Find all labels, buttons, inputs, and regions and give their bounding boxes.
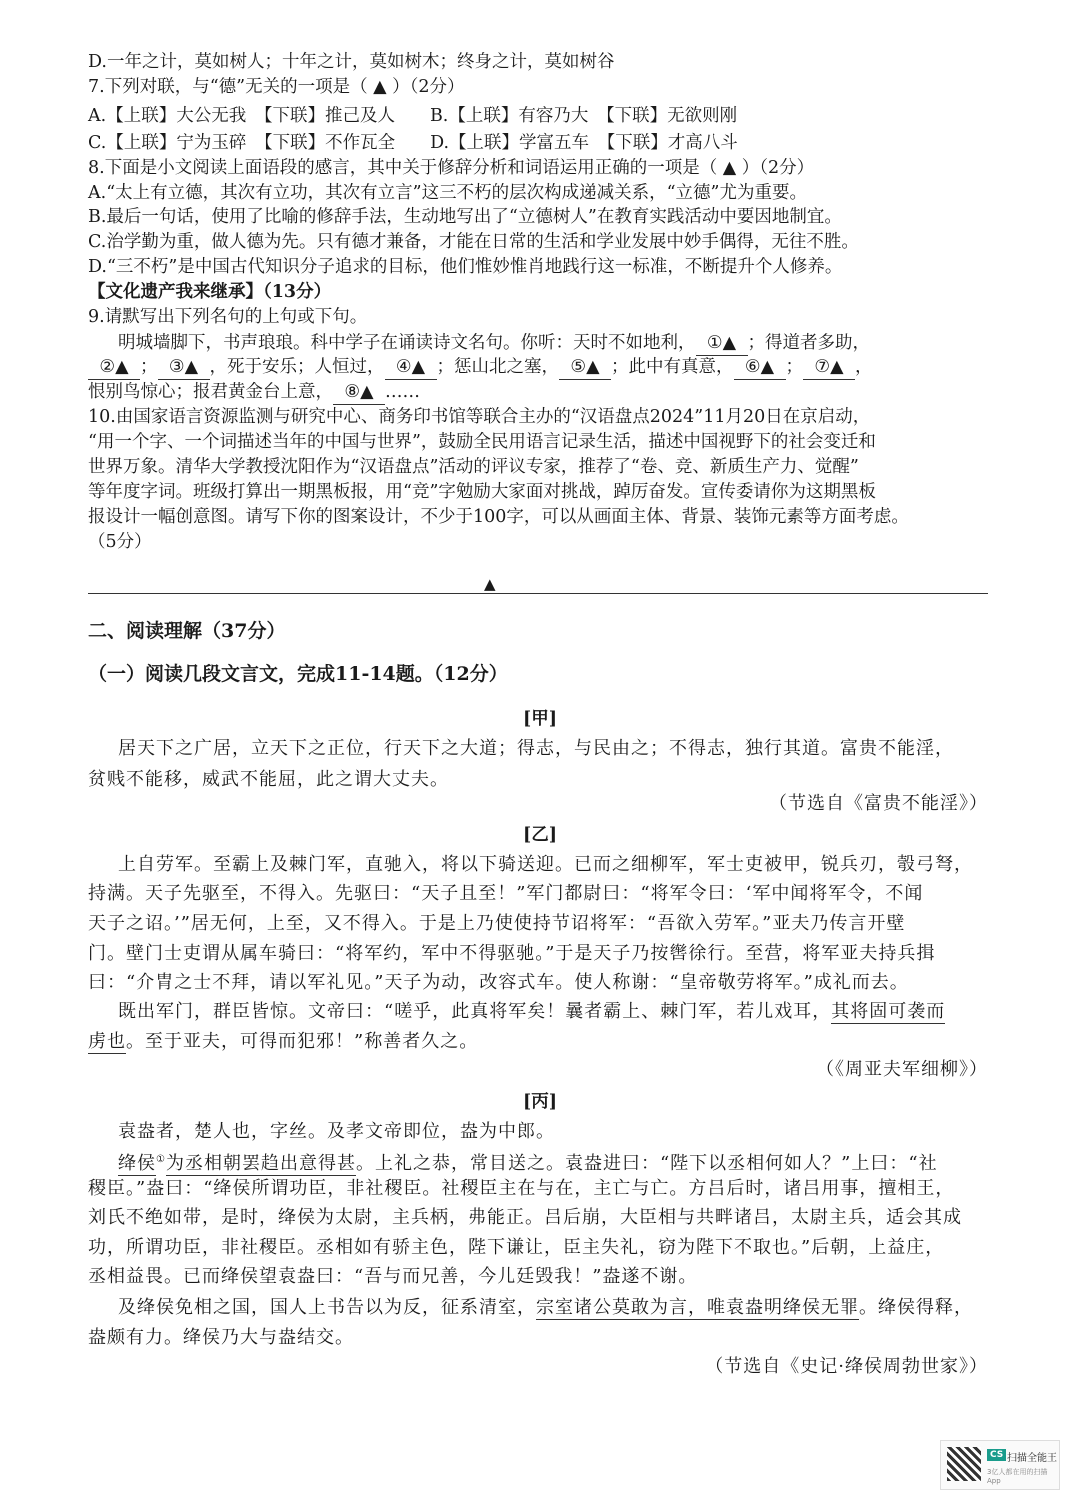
q6-option-d: D.一年之计，莫如树人；十年之计，莫如树木；终身之计，莫如树谷 <box>88 52 615 72</box>
q10-line-2: “用一个字、一个词描述当年的中国与世界”，鼓励全民用语言记录生活，描述中国视野下的社会变迁和 <box>88 432 876 452</box>
passage-bing-line-8: 盎颇有力。绛侯乃大与盎结交。 <box>88 1327 354 1348</box>
q10-line-4: 等年度字词。班级打算出一期黑板报，用“竞”字勉励大家面对挑战，踔厉奋发。宣传委请你为这期黑板 <box>88 482 876 502</box>
q8-option-c: C.治学勤为重，做人德为先。只有德才兼备，才能在日常的生活和学业发展中妙手偶得，无往不胜。 <box>88 232 859 252</box>
section-heading-reading: 二、阅读理解（37分） <box>88 620 286 642</box>
passage-yi-source: （《周亚夫军细柳》） <box>816 1059 988 1080</box>
underlined-sentence-1a: 其将固可袭而 <box>831 1001 946 1022</box>
q8-stem: 8.下面是小文阅读上面语段的感言，其中关于修辞分析和词语运用正确的一项是（ ▲ ）（2分） <box>88 158 815 178</box>
passage-bing-line-3: 稷臣。”盎曰：“绛侯所谓功臣，非社稷臣。社稷臣主在与在，主亡与亡。方吕后时，诸吕用事，擅相王， <box>88 1178 955 1199</box>
q7-options-cd: C.【上联】宁为玉碎 【下联】不作瓦全 D.【上联】学富五车 【下联】才高八斗 <box>88 133 738 153</box>
blank-6[interactable]: ⑥▲ <box>734 355 786 380</box>
underlined-sentence-2: 为丞相朝罢趋出意得甚 <box>165 1153 356 1174</box>
passage-bing-line-5: 功，所谓功臣，非社稷臣。丞相如有骄主色，陛下谦让，臣主失礼，窃为陛下不取也。”后朝，上益庄， <box>88 1237 945 1258</box>
underlined-sentence-3: 宗室诸公莫敢为言，唯袁盎明绛侯无罪 <box>536 1297 859 1318</box>
passage-jia-line-1: 居天下之广居，立天下之正位，行天下之大道；得志，与民由之；不得志，独行其道。富贵不能淫， <box>118 738 954 759</box>
passage-jia-title: [甲] <box>522 709 558 729</box>
q9-line-3: 恨别鸟惊心；报君黄金台上意， ⑧▲ …… <box>88 380 420 405</box>
blank-1[interactable]: ①▲ <box>696 331 748 356</box>
passage-yi-line-1: 上自劳军。至霸上及棘门军，直驰入，将以下骑送迎。已而之细柳军，军士吏被甲，锐兵刃，彀弓弩， <box>118 854 973 875</box>
q8-option-d: D.“三不朽”是中国古代知识分子追求的目标，他们惟妙惟肖地践行这一标准，不断提升个人修养。 <box>88 257 843 277</box>
passage-bing-line-6: 丞相益畏。已而绛侯望袁盎曰：“吾与而兄善，今儿廷毁我！”盎遂不谢。 <box>88 1266 698 1287</box>
footnote-marker: ① <box>156 1154 166 1165</box>
passage-bing-title: [丙] <box>522 1092 558 1112</box>
q10-line-3: 世界万象。清华大学教授沈阳作为“汉语盘点”活动的评议专家，推荐了“卷、竞、新质生产力、觉醒” <box>88 457 859 477</box>
blank-7[interactable]: ⑦▲ <box>803 355 855 380</box>
q7-options-ab: A.【上联】大公无我 【下联】推己及人 B.【上联】有容乃大 【下联】无欲则刚 <box>88 106 738 126</box>
blank-4[interactable]: ④▲ <box>385 355 437 380</box>
passage-bing-source: （节选自《史记·绛侯周勃世家》） <box>705 1356 988 1377</box>
q10-score: （5分） <box>88 532 152 552</box>
q10-line-1: 10.由国家语言资源监测与研究中心、商务印书馆等联合主办的“汉语盘点2024”11月20日在京启动， <box>88 407 871 427</box>
passage-yi-line-2: 持满。天子先驱至，不得入。先驱曰：“天子且至！”军门都尉曰：“将军令曰：‘军中闻将军令，不闻 <box>88 883 924 904</box>
passage-bing-line-7: 及绛侯免相之国，国人上书告以为反，征系清室，宗室诸公莫敢为言，唯袁盎明绛侯无罪。绛侯得释， <box>118 1297 973 1318</box>
passage-yi-line-7: 虏也。至于亚夫，可得而犯邪！”称善者久之。 <box>88 1031 479 1052</box>
passage-bing-line-1: 袁盎者，楚人也，字丝。及孝文帝即位，盎为中郎。 <box>118 1121 555 1142</box>
blank-5[interactable]: ⑤▲ <box>559 355 611 380</box>
blank-2[interactable]: ②▲ <box>88 355 140 380</box>
q8-option-a: A.“太上有立德，其次有立功，其次有立言”这三不朽的层次构成递减关系，“立德”尤为重要。 <box>88 183 807 203</box>
passage-jia-line-2: 贫贱不能移，威武不能屈，此之谓大丈夫。 <box>88 769 449 790</box>
passage-yi-line-6: 既出军门，群臣皆惊。文帝曰：“嗟乎，此真将军矣！曩者霸上、棘门军，若儿戏耳，其将固可袭而 <box>118 1001 946 1022</box>
camscanner-logo-icon: CS <box>987 1449 1006 1461</box>
q9-line-1: 明城墙脚下，书声琅琅。科中学子在诵读诗文名句。你听：天时不如地利， ①▲ ；得道者多助， <box>118 331 870 356</box>
passage-yi-line-5: 曰：“介胄之士不拜，请以军礼见。”天子为动，改容式车。使人称谢：“皇帝敬劳将军。”成礼而去。 <box>88 972 909 993</box>
section-heading-culture: 【文化遗产我来继承】（13分） <box>88 282 332 302</box>
answer-line[interactable] <box>88 593 988 594</box>
passage-bing-line-2: 绛侯①为丞相朝罢趋出意得甚。上礼之恭，常目送之。袁盎进曰：“陛下以丞相何如人？”上曰：“社 <box>118 1153 938 1174</box>
answer-marker: ▲ <box>484 575 496 593</box>
blank-3[interactable]: ③▲ <box>158 355 210 380</box>
q10-line-5: 报设计一幅创意图。请写下你的图案设计，不少于100字，可以从画面主体、背景、装饰元素等方面考虑。 <box>88 507 909 527</box>
q7-stem: 7.下列对联，与“德”无关的一项是（ ▲ ）（2分） <box>88 77 465 97</box>
passage-yi-line-3: 天子之诏。’”居无何，上至，又不得入。于是上乃使使持节诏将军：“吾欲入劳军。”亚夫乃传言开壁 <box>88 913 906 934</box>
q8-option-b: B.最后一句话，使用了比喻的修辞手法，生动地写出了“立德树人”在教育实践活动中要因地制宜。 <box>88 207 842 227</box>
scanner-watermark: CS 扫描全能王 3亿人都在用的扫描App <box>940 1440 1060 1490</box>
underlined-sentence-1b: 虏也 <box>88 1031 126 1052</box>
passage-yi-title: [乙] <box>522 825 558 845</box>
passage-yi-line-4: 门。壁门士吏谓从属车骑曰：“将军约，军中不得驱驰。”于是天子乃按辔徐行。至营，将军亚夫持兵揖 <box>88 943 936 964</box>
q9-stem: 9.请默写出下列名句的上句或下句。 <box>88 307 368 327</box>
q9-line-2: ②▲ ； ③▲ ，死于安乐；人恒过， ④▲ ；惩山北之塞， ⑤▲ ；此中有真意， ⑥▲ ； ⑦▲ ， <box>88 355 873 380</box>
blank-8[interactable]: ⑧▲ <box>333 380 385 405</box>
subsection-heading: （一）阅读几段文言文，完成11-14题。（12分） <box>88 663 508 685</box>
qr-code-icon <box>947 1447 981 1481</box>
passage-jia-source: （节选自《富贵不能淫》） <box>769 793 988 814</box>
passage-bing-line-4: 刘氏不绝如带，是时，绛侯为太尉，主兵柄，弗能正。吕后崩，大臣相与共畔诸吕，太尉主兵，适会其成 <box>88 1207 962 1228</box>
